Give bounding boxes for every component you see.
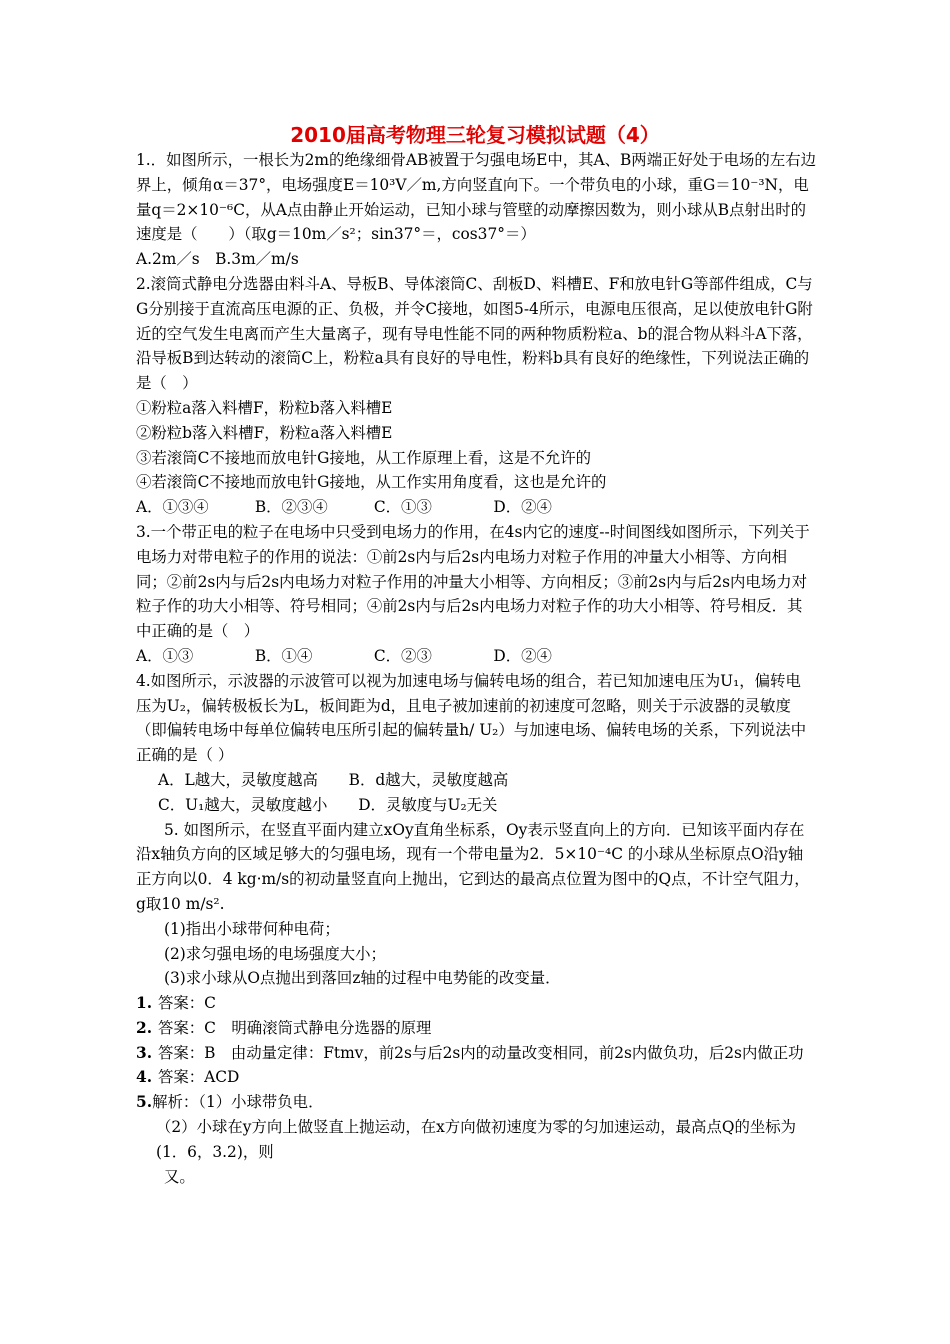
answer-3-text: 答案：B 由动量定律：Ftmv，前2s与后2s内的动量改变相同，前2s内做负功，后2s内做正功: [158, 1043, 804, 1062]
question-3-text: 3.一个带正电的粒子在电场中只受到电场力的作用，在4s内它的速度--时间图线如图所示，下列关于电场力对带电粒子的作用的说法：①前2s内与后2s内电场力对粒子作用的冲量大小相等、方向相同；②前2s内与后2s内电场力对粒子作用的冲量大小相等、方向相反；③前2s内与后2s内电场力对粒子作的功大小相等、符号相同；④前2s内与后2s内电场力对粒子作的功大小相等、符号相反．其中正确的是（ ）: [136, 522, 810, 641]
answer-5: [136, 1090, 816, 1115]
answer-4-text: 答案：ACD: [158, 1068, 240, 1087]
answer-2: [136, 1016, 816, 1041]
answer-1-text: 答案：C: [158, 994, 216, 1013]
answer-1-number: 1.: [136, 994, 153, 1013]
answer-1: [136, 991, 816, 1016]
answer-5-line-3: 又。: [164, 1167, 195, 1186]
question-2-statement-3: ③若滚筒C不接地而放电针G接地，从工作原理上看，这是不允许的: [136, 448, 592, 467]
question-2-statement-4: ④若滚筒C不接地而放电针G接地，从工作实用角度看，这也是允许的: [136, 473, 607, 492]
answer-2-text: 答案：C 明确滚筒式静电分选器的原理: [158, 1018, 432, 1037]
question-4-options-row-1: A．L越大，灵敏度越高 B．d越大，灵敏度越高: [158, 770, 509, 789]
answer-5-number: 5.: [136, 1093, 153, 1112]
question-5-sub-2: (2)求匀强电场的电场强度大小；: [164, 944, 386, 963]
question-5-text: 5. 如图所示，在竖直平面内建立xOy直角坐标系，Oy表示竖直向上的方向．已知该平面内存在沿x轴负方向的区域足够大的匀强电场，现有一个带电量为2．5×10⁻⁴C 的小球从坐标原点O沿y轴正方向以0．4 kg·m/s的初动量竖直向上抛出，它到达的最高点位置为图中的Q点，不计空气阻力，g取10 m/s².: [136, 820, 810, 913]
question-2-text: 2.滚筒式静电分选器由料斗A、导板B、导体滚筒C、刮板D、料槽E、F和放电针G等部件组成，C与G分别接于直流高压电源的正、负极，并令C接地，如图5-4所示，电源电压很高，足以使放电针G附近的空气发生电离而产生大量离子，现有导电性能不同的两种物质粉粒a、b的混合物从料斗A下落，沿导板B到达转动的滚筒C上，粉粒a具有良好的导电性，粉料b具有良好的绝缘性，下列说法正确的是（ ）: [136, 274, 813, 393]
question-3-options: A．①③ B．①④ C．②③ D．②④: [136, 646, 552, 665]
answer-5-lead: 解析：（1）小球带负电．: [152, 1093, 324, 1112]
answer-2-number: 2.: [136, 1018, 153, 1037]
question-2-statement-2: ②粉粒b落入料槽F，粉粒a落入料槽E: [136, 423, 393, 442]
page-title: 2010届高考物理三轮复习模拟试题（4）: [290, 123, 660, 147]
answer-4: [136, 1065, 816, 1090]
question-1-text: 1.．如图所示，一根长为2m的绝缘细骨AB被置于匀强电场E中，其A、B两端正好处于电场的左右边界上，倾角α＝37°，电场强度E＝10³V／m,方向竖直向下。一个带负电的小球，重G＝10⁻³N，电量q＝2×10⁻⁶C，从A点由静止开始运动，已知小球与管壁的动摩擦因数为，则小球从B点射出时的速度是（ ）（取g＝10m／s²；sin37°＝，cos37°＝）: [136, 151, 816, 244]
document-body: [136, 148, 816, 1189]
question-2-statement-1: ①粉粒a落入料槽F，粉粒b落入料槽E: [136, 398, 393, 417]
question-1-options: A.2m／s B.3m／m/s: [136, 250, 299, 269]
question-2-options: A．①③④ B．②③④ C．①③ D．②④: [136, 498, 552, 517]
question-4-text: 4.如图所示，示波器的示波管可以视为加速电场与偏转电场的组合，若已知加速电压为U₁，偏转电压为U₂，偏转极板长为L，板间距为d，且电子被加速前的初速度可忽略，则关于示波器的灵敏度（即偏转电场中每单位偏转电压所引起的偏转量h/ U₂）与加速电场、偏转电场的关系，下列说法中正确的是（ ）: [136, 671, 807, 765]
question-4-options-row-2: C．U₁越大，灵敏度越小 D．灵敏度与U₂无关: [158, 795, 498, 814]
answer-3: [136, 1041, 816, 1066]
question-5-sub-3: (3)求小球从O点抛出到落回z轴的过程中电势能的改变量．: [164, 969, 561, 988]
answer-5-line-2: （2）小球在y方向上做竖直上抛运动，在x方向做初速度为零的匀加速运动，最高点Q的坐标为(1．6，3.2)，则: [156, 1118, 797, 1161]
answer-3-number: 3.: [136, 1043, 153, 1062]
question-5-sub-1: (1)指出小球带何种电荷；: [164, 919, 340, 938]
answer-4-number: 4.: [136, 1068, 153, 1087]
